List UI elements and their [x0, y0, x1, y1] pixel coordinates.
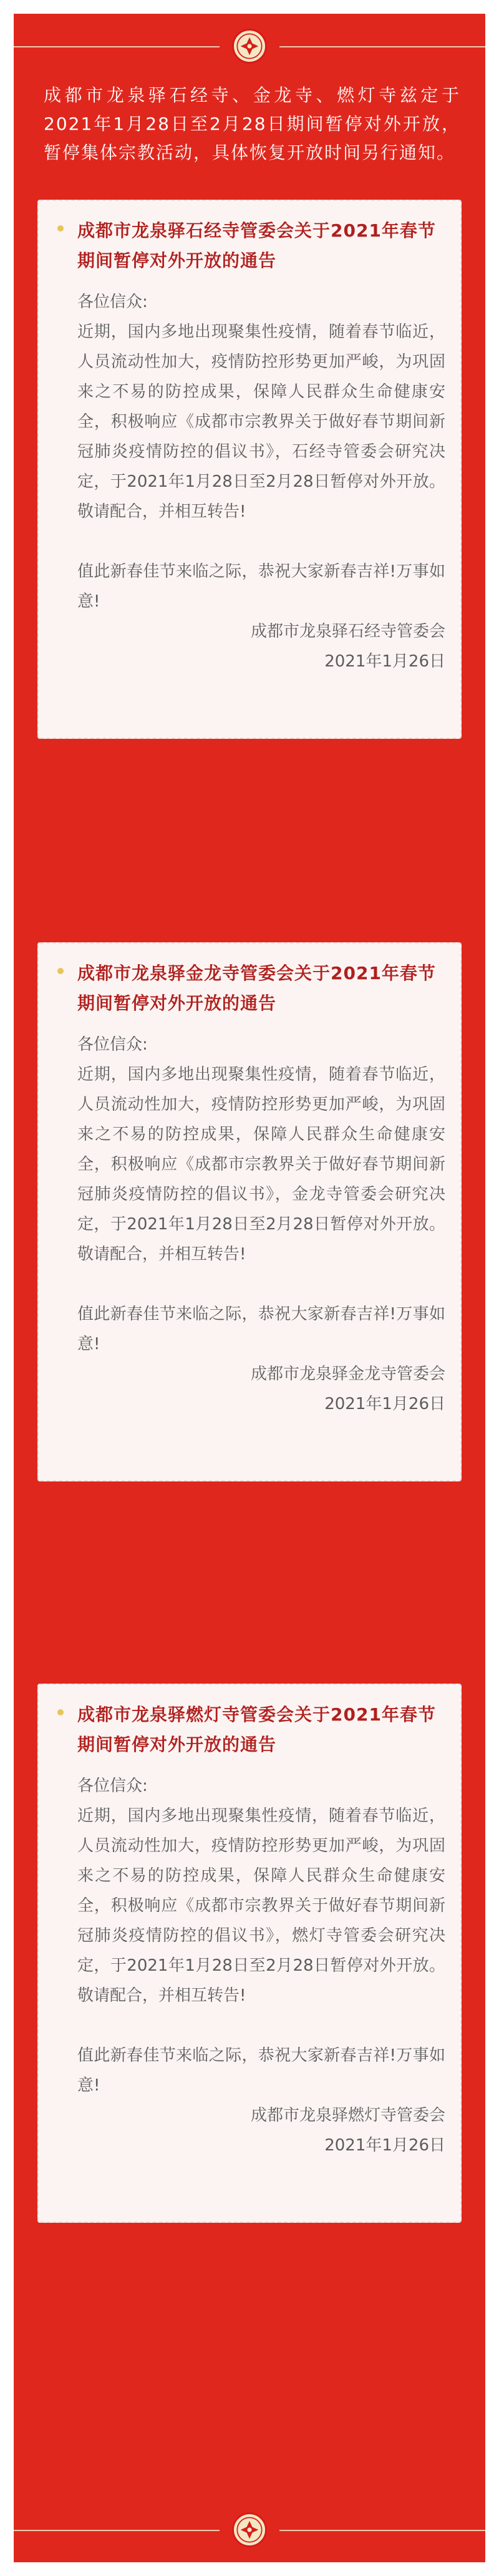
card-header	[57, 216, 444, 276]
notice-paragraph: 近期，国内多地出现聚集性疫情，随着春节临近，人员流动性加大，疫情防控形势更加严峻，为巩固来之不易的防控成果，保障人民群众生命健康安全，积极响应《成都市宗教界关于做好春节期间新冠肺炎疫情防控的倡议书》，燃灯寺管委会研究决定，于2021年1月28日至2月28日暂停对外开放。敬请配合，并相互转告!	[77, 1807, 445, 2005]
festival-wish: 值此新春佳节来临之际，恭祝大家新春吉祥!万事如意!	[77, 1305, 445, 1354]
signature: 成都市龙泉驿石经寺管委会	[250, 622, 445, 641]
card-header	[57, 1700, 444, 1760]
card-body	[77, 1771, 445, 2160]
notice-card-jinlong	[37, 942, 462, 1481]
card-body	[77, 287, 445, 676]
card-header	[57, 959, 444, 1018]
ornament-badge-icon	[232, 2512, 267, 2547]
intro-announcement: 成都市龙泉驿石经寺、金龙寺、燃灯寺兹定于2021年1月28日至2月28日期间暂停对外开放，暂停集体宗教活动，具体恢复开放时间另行通知。	[44, 85, 460, 163]
card-title: 成都市龙泉驿石经寺管委会关于2021年春节期间暂停对外开放的通告	[77, 220, 436, 271]
gold-dot-icon	[57, 968, 64, 974]
card-title: 成都市龙泉驿燃灯寺管委会关于2021年春节期间暂停对外开放的通告	[77, 1704, 436, 1755]
divider-left-top	[14, 46, 220, 47]
notice-paragraph: 近期，国内多地出现聚集性疫情，随着春节临近，人员流动性加大，疫情防控形势更加严峻，为巩固来之不易的防控成果，保障人民群众生命健康安全，积极响应《成都市宗教界关于做好春节期间新冠肺炎疫情防控的倡议书》，金龙寺管委会研究决定，于2021年1月28日至2月28日暂停对外开放。敬请配合，并相互转告!	[77, 1065, 445, 1264]
greeting: 各位信众:	[77, 1035, 148, 1054]
gold-dot-icon	[57, 1709, 64, 1715]
divider-left-bottom	[14, 2530, 220, 2531]
ornament-badge-icon	[232, 29, 267, 64]
card-title: 成都市龙泉驿金龙寺管委会关于2021年春节期间暂停对外开放的通告	[77, 963, 436, 1013]
divider-right-bottom	[279, 2530, 485, 2531]
notice-date: 2021年1月26日	[324, 1395, 445, 1413]
notice-poster	[14, 14, 485, 2562]
notice-card-shijing	[37, 200, 462, 739]
notice-date: 2021年1月26日	[324, 652, 445, 671]
signature: 成都市龙泉驿燃灯寺管委会	[250, 2106, 445, 2125]
notice-card-randeng	[37, 1684, 462, 2223]
notice-date: 2021年1月26日	[324, 2136, 445, 2155]
festival-wish: 值此新春佳节来临之际，恭祝大家新春吉祥!万事如意!	[77, 562, 445, 611]
signature: 成都市龙泉驿金龙寺管委会	[250, 1365, 445, 1383]
greeting: 各位信众:	[77, 1777, 148, 1795]
card-body	[77, 1030, 445, 1419]
gold-dot-icon	[57, 225, 64, 232]
divider-right-top	[279, 46, 485, 47]
notice-paragraph: 近期，国内多地出现聚集性疫情，随着春节临近，人员流动性加大，疫情防控形势更加严峻，为巩固来之不易的防控成果，保障人民群众生命健康安全，积极响应《成都市宗教界关于做好春节期间新冠肺炎疫情防控的倡议书》，石经寺管委会研究决定，于2021年1月28日至2月28日暂停对外开放。敬请配合，并相互转告!	[77, 323, 445, 521]
greeting: 各位信众:	[77, 293, 148, 311]
festival-wish: 值此新春佳节来临之际，恭祝大家新春吉祥!万事如意!	[77, 2046, 445, 2095]
